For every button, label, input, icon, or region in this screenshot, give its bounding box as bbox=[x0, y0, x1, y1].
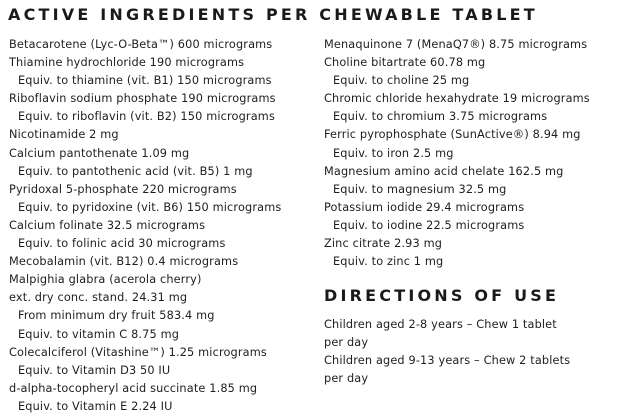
ingredient-line: Malpighia glabra (acerola cherry) bbox=[9, 273, 202, 287]
ingredient-equivalent-line: From minimum dry fruit 583.4 mg bbox=[18, 309, 215, 323]
directions-heading: DIRECTIONS OF USE bbox=[324, 286, 560, 305]
ingredient-line: Nicotinamide 2 mg bbox=[9, 128, 119, 142]
ingredient-line: Magnesium amino acid chelate 162.5 mg bbox=[324, 164, 564, 178]
ingredient-line: Potassium iodide 29.4 micrograms bbox=[324, 200, 525, 214]
ingredient-line: Ferric pyrophosphate (SunActive®) 8.94 mg bbox=[324, 128, 581, 142]
ingredient-line: d-alpha-tocopheryl acid succinate 1.85 mg bbox=[9, 381, 258, 395]
ingredient-equivalent-line: Equiv. to thiamine (vit. B1) 150 micrograms bbox=[18, 74, 272, 88]
ingredient-equivalent-line: Equiv. to folinic acid 30 micrograms bbox=[18, 237, 226, 251]
ingredient-equivalent-line: Equiv. to magnesium 32.5 mg bbox=[333, 182, 507, 196]
ingredient-line: Chromic chloride hexahydrate 19 micrograms bbox=[324, 92, 590, 106]
ingredient-equivalent-line: Equiv. to choline 25 mg bbox=[333, 74, 470, 88]
ingredient-line: Choline bitartrate 60.78 mg bbox=[324, 56, 486, 70]
ingredient-line: ext. dry conc. stand. 24.31 mg bbox=[9, 291, 188, 305]
ingredient-line: Zinc citrate 2.93 mg bbox=[324, 237, 443, 251]
ingredient-line: Pyridoxal 5-phosphate 220 micrograms bbox=[9, 182, 237, 196]
ingredient-line: Calcium pantothenate 1.09 mg bbox=[9, 146, 190, 160]
ingredient-equivalent-line: Equiv. to iron 2.5 mg bbox=[333, 146, 454, 160]
ingredient-equivalent-line: Equiv. to iodine 22.5 micrograms bbox=[333, 218, 525, 232]
ingredients-heading: ACTIVE INGREDIENTS PER CHEWABLE TABLET bbox=[8, 5, 538, 24]
ingredient-line: Riboflavin sodium phosphate 190 micrograms bbox=[9, 92, 276, 106]
ingredient-equivalent-line: Equiv. to chromium 3.75 micrograms bbox=[333, 110, 548, 124]
ingredient-equivalent-line: Equiv. to zinc 1 mg bbox=[333, 255, 444, 269]
ingredient-equivalent-line: Equiv. to Vitamin E 2.24 IU bbox=[18, 399, 173, 413]
ingredient-line: Thiamine hydrochloride 190 micrograms bbox=[9, 56, 245, 70]
directions-line: per day bbox=[324, 336, 369, 350]
ingredient-equivalent-line: Equiv. to pantothenic acid (vit. B5) 1 mg bbox=[18, 164, 253, 178]
directions-line: per day bbox=[324, 372, 369, 386]
ingredient-line: Mecobalamin (vit. B12) 0.4 micrograms bbox=[9, 255, 239, 269]
ingredients-right-column bbox=[324, 36, 590, 271]
directions-line: Children aged 9-13 years – Chew 2 tablets bbox=[324, 354, 571, 368]
ingredient-line: Menaquinone 7 (MenaQ7®) 8.75 micrograms bbox=[324, 38, 588, 51]
ingredients-left-column bbox=[9, 36, 281, 416]
ingredient-equivalent-line: Equiv. to riboflavin (vit. B2) 150 micrograms bbox=[18, 110, 275, 124]
ingredient-equivalent-line: Equiv. to Vitamin D3 50 IU bbox=[18, 363, 171, 377]
ingredient-line: Colecalciferol (Vitashine™) 1.25 micrograms bbox=[9, 345, 267, 359]
ingredient-equivalent-line: Equiv. to vitamin C 8.75 mg bbox=[18, 327, 180, 341]
directions-line: Children aged 2-8 years – Chew 1 tablet bbox=[324, 318, 557, 331]
ingredient-equivalent-line: Equiv. to pyridoxine (vit. B6) 150 micrograms bbox=[18, 200, 282, 214]
directions-text bbox=[324, 316, 570, 388]
ingredient-line: Calcium folinate 32.5 micrograms bbox=[9, 218, 206, 232]
ingredient-line: Betacarotene (Lyc-O-Beta™) 600 micrograms bbox=[9, 38, 273, 51]
